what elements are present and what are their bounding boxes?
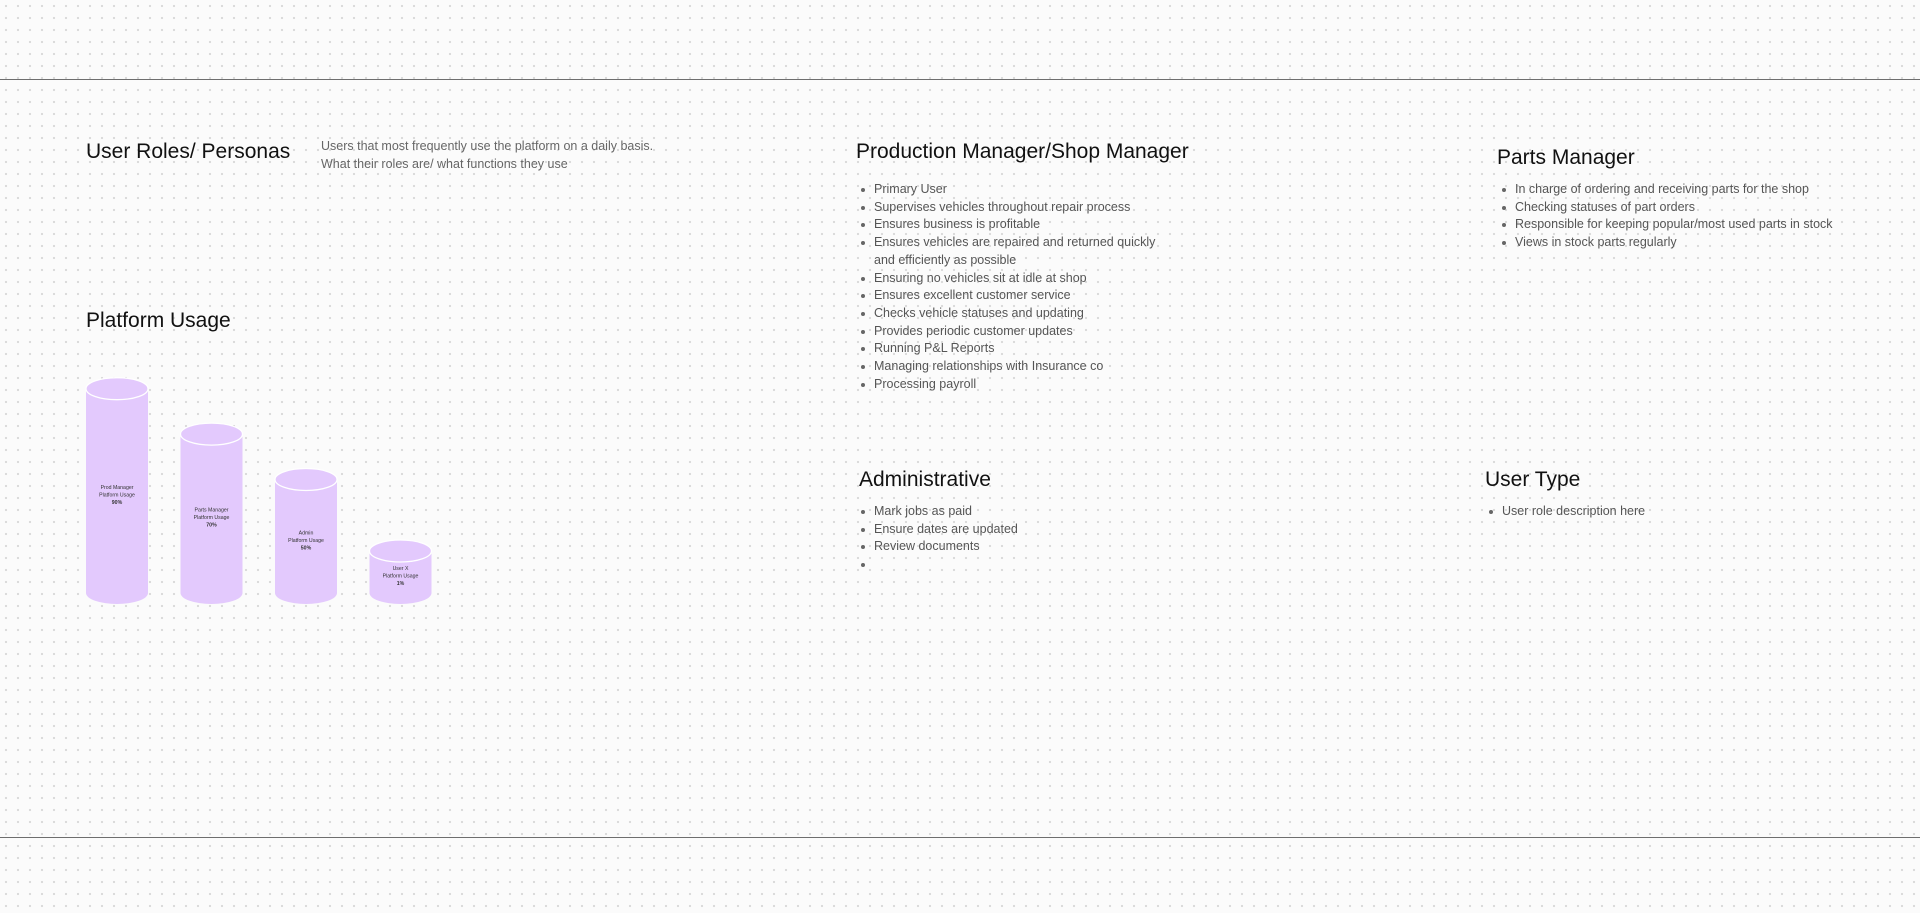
bar-label-name: Admin xyxy=(298,530,314,537)
persona-list-parts-manager xyxy=(1498,181,1833,252)
list-item: Responsible for keeping popular/most used parts in stock xyxy=(1498,216,1833,234)
usage-bar-top xyxy=(370,540,432,562)
persona-list-user-type xyxy=(1485,503,1645,521)
list-item: Primary User xyxy=(857,181,1155,199)
bar-label-value: 50% xyxy=(300,545,312,552)
platform-usage-title: Platform Usage xyxy=(86,309,231,332)
bar-label-name: User X xyxy=(392,566,409,572)
bar-label-sub: Platform Usage xyxy=(193,515,230,522)
list-item: Ensures business is profitable xyxy=(857,216,1155,234)
bar-label-sub: Platform Usage xyxy=(99,492,135,499)
list-item: Views in stock parts regularly xyxy=(1498,234,1833,252)
usage-bar xyxy=(181,423,243,604)
bar-label-value: 1% xyxy=(396,581,405,587)
persona-title-parts-manager: Parts Manager xyxy=(1497,146,1635,169)
list-item-continuation: and efficiently as possible xyxy=(874,252,1017,267)
usage-bar-top xyxy=(86,378,148,400)
bar-label-sub: Platform Usage xyxy=(288,537,324,544)
list-item: Checking statuses of part orders xyxy=(1498,199,1833,217)
list-item: Ensuring no vehicles sit at idle at shop xyxy=(857,270,1155,288)
bar-label-name: Parts Manager xyxy=(194,507,229,514)
bar-label-value: 70% xyxy=(206,522,217,529)
persona-list-production-manager xyxy=(857,181,1155,393)
usage-bar-top xyxy=(275,469,337,491)
list-item: In charge of ordering and receiving parts for the shop xyxy=(1498,181,1833,199)
persona-list-administrative xyxy=(857,503,1018,574)
list-item: Managing relationships with Insurance co xyxy=(857,358,1155,376)
bar-label-sub: Platform Usage xyxy=(382,573,419,580)
list-item-empty xyxy=(857,556,1018,574)
list-item: Processing payroll xyxy=(857,376,1155,394)
list-item: Ensures vehicles are repaired and returned quickly xyxy=(857,234,1155,252)
list-item: Review documents xyxy=(857,538,1018,556)
bar-label-name: Prod Manager xyxy=(100,484,134,491)
list-item: Running P&L Reports xyxy=(857,340,1155,358)
intro-description-line: What their roles are/ what functions they use xyxy=(321,157,568,171)
list-item: Mark jobs as paid xyxy=(857,503,1018,521)
list-item: Ensures excellent customer service xyxy=(857,287,1155,305)
usage-bar-top xyxy=(181,423,243,445)
list-item: Ensure dates are updated xyxy=(857,521,1018,539)
list-item: Supervises vehicles throughout repair process xyxy=(857,199,1155,217)
usage-bar xyxy=(370,540,432,604)
list-item: Checks vehicle statuses and updating xyxy=(857,305,1155,323)
usage-bar xyxy=(86,378,148,604)
intro-description-line: Users that most frequently use the platform on a daily basis. xyxy=(321,139,654,153)
persona-title-administrative: Administrative xyxy=(859,468,991,491)
persona-title-production-manager: Production Manager/Shop Manager xyxy=(856,140,1189,163)
persona-title-user-type: User Type xyxy=(1485,468,1581,491)
list-item: Provides periodic customer updates xyxy=(857,323,1155,341)
usage-bar xyxy=(275,469,337,605)
intro-description xyxy=(321,137,653,173)
list-item: User role description here xyxy=(1485,503,1645,521)
bottom-divider xyxy=(0,837,1920,838)
platform-usage-chart xyxy=(80,375,460,605)
page-title: User Roles/ Personas xyxy=(86,140,291,163)
top-divider xyxy=(0,79,1920,80)
bar-label-value: 90% xyxy=(111,499,123,506)
